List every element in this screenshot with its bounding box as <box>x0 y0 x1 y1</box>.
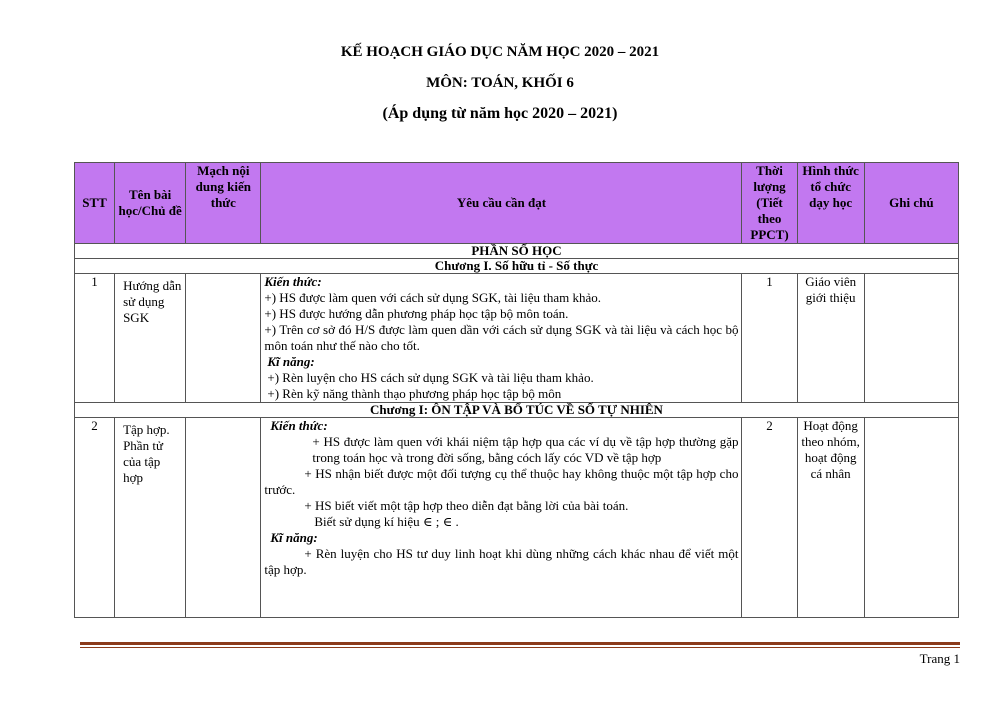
col-header-notes: Ghi chú <box>864 163 958 244</box>
row-teaching-form: Giáo viên giới thiệu <box>797 274 864 403</box>
col-header-requirements: Yêu cầu cần đạt <box>261 163 742 244</box>
row-lesson-name: Tập hợp. Phần tử của tập hợp <box>115 418 186 618</box>
col-header-teaching-form: Hình thức tổ chức dạy học <box>797 163 864 244</box>
document-applicability: (Áp dụng từ năm học 2020 – 2021) <box>382 105 618 122</box>
skill-item: +) Rèn kỹ năng thành thạo phương pháp học tập bộ môn <box>267 386 562 401</box>
table-row <box>75 418 959 618</box>
knowledge-label: Kiến thức: <box>264 274 322 289</box>
section-chapter-label: Chương I. Số hữu tỉ - Số thực <box>75 259 959 274</box>
row-requirements <box>261 274 742 403</box>
knowledge-item: +) HS được làm quen với cách sử dụng SGK, tài liệu tham khảo. <box>264 290 602 305</box>
row-notes <box>864 274 958 403</box>
section-part-label: PHẦN SỐ HỌC <box>75 244 959 259</box>
col-header-content: Mạch nội dung kiến thức <box>186 163 261 244</box>
page-number: Trang 1 <box>919 651 960 666</box>
section-row <box>75 259 959 274</box>
col-header-lesson: Tên bài học/Chủ đề <box>115 163 186 244</box>
knowledge-item: +) HS được hướng dẫn phương pháp học tập bộ môn toán. <box>264 306 569 321</box>
row-content-strand <box>186 418 261 618</box>
table-row <box>75 274 959 403</box>
row-notes <box>864 418 958 618</box>
knowledge-item: Biết sử dụng kí hiệu ∈ ; ∈ . <box>314 514 459 529</box>
footer-rule <box>80 642 960 645</box>
section-chapter-label: Chương I: ÔN TẬP VÀ BỔ TÚC VỀ SỐ TỰ NHIÊN <box>75 403 959 418</box>
document-title: KẾ HOẠCH GIÁO DỤC NĂM HỌC 2020 – 2021 <box>340 44 660 60</box>
row-duration: 2 <box>742 418 797 618</box>
row-stt: 1 <box>75 274 115 403</box>
section-row <box>75 403 959 418</box>
knowledge-item: + HS biết viết một tập hợp theo diễn đạt bằng lời của bài toán. <box>304 498 629 513</box>
row-lesson-name: Hướng dẫn sử dụng SGK <box>115 274 186 403</box>
col-header-duration: Thời lượng (Tiết theo PPCT) <box>742 163 797 244</box>
table-header-row <box>75 163 959 244</box>
skill-item: +) Rèn luyện cho HS cách sử dụng SGK và tài liệu tham khảo. <box>267 370 594 385</box>
knowledge-item: + HS nhận biết được một đối tượng cụ thể thuộc hay không thuộc một tập hợp cho trước. <box>264 466 739 497</box>
section-row <box>75 244 959 259</box>
col-header-stt: STT <box>75 163 115 244</box>
knowledge-item: +) Trên cơ sở đó H/S được làm quen dần với cách sử dụng SGK và tài liệu và cách học bộ môn toán như thế nào cho tốt. <box>264 322 739 353</box>
row-content-strand <box>186 274 261 403</box>
row-requirements <box>261 418 742 618</box>
footer-rule-thin <box>80 647 960 648</box>
skills-label: Kĩ năng: <box>270 530 318 545</box>
education-plan-table <box>74 162 959 618</box>
knowledge-label: Kiến thức: <box>270 418 328 433</box>
knowledge-item: + HS được làm quen với khái niệm tập hợp qua các ví dụ về tập hợp thường gặp trong toán học và trong đời sống, bằng cóch lấy cóc VD về tập hợp <box>312 434 739 465</box>
row-teaching-form: Hoạt động theo nhóm, hoạt động cá nhân <box>797 418 864 618</box>
row-stt: 2 <box>75 418 115 618</box>
row-duration: 1 <box>742 274 797 403</box>
document-subject: MÔN: TOÁN, KHỐI 6 <box>426 75 574 91</box>
skills-label: Kĩ năng: <box>267 354 315 369</box>
skill-item: + Rèn luyện cho HS tư duy linh hoạt khi dùng những cách khác nhau để viết một tập hợp. <box>264 546 739 577</box>
